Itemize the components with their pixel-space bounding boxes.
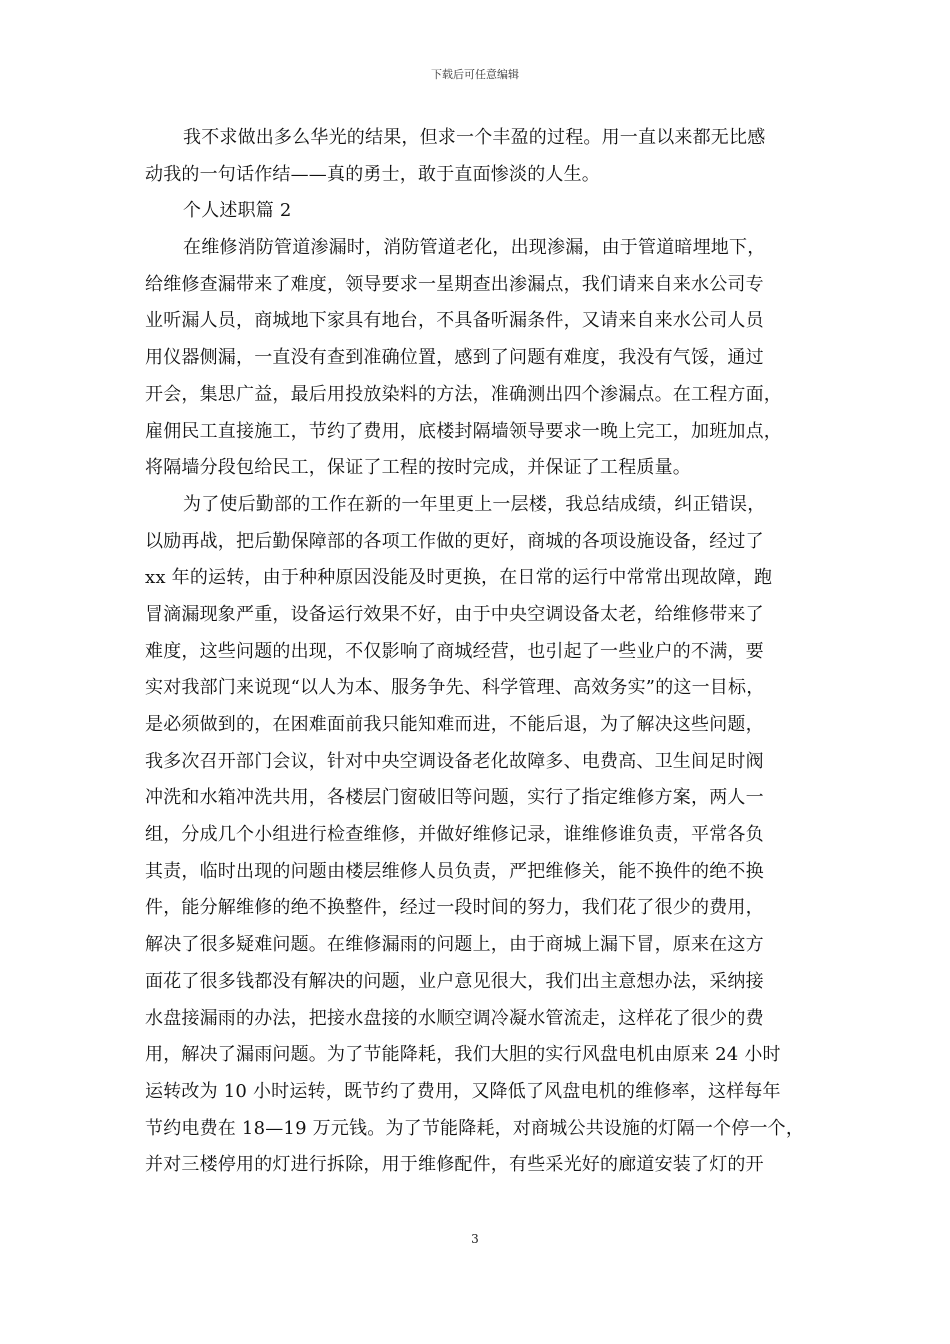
text-line: 用仪器侧漏，一直没有查到准确位置，感到了问题有难度，我没有气馁，通过 <box>145 347 764 369</box>
text-line: 解决了很多疑难问题。在维修漏雨的问题上，由于商城上漏下冒，原来在这方 <box>145 934 764 956</box>
text-line: 为了使后勤部的工作在新的一年里更上一层楼，我总结成绩，纠正错误， <box>183 493 766 515</box>
text-line: 运转改为 10 小时运转，既节约了费用，又降低了风盘电机的维修率，这样每年 <box>145 1080 781 1102</box>
text-line: 雇佣民工直接施工，节约了费用，底楼封隔墙领导要求一晚上完工，加班加点， <box>145 420 782 442</box>
text-line: 个人述职篇 2 <box>183 200 292 222</box>
text-line: 面花了很多钱都没有解决的问题，业户意见很大，我们出主意想办法，采纳接 <box>145 970 764 992</box>
text-line: 动我的一句话作结——真的勇士，敢于直面惨淡的人生。 <box>145 163 600 185</box>
page-number: 3 <box>471 1232 479 1246</box>
text-line: 冲洗和水箱冲洗共用，各楼层门窗破旧等问题，实行了指定维修方案，两人一 <box>145 787 764 809</box>
text-line: xx 年的运转，由于种种原因没能及时更换，在日常的运行中常常出现故障，跑 <box>145 567 773 589</box>
text-line: 我不求做出多么华光的结果，但求一个丰盈的过程。用一直以来都无比感 <box>183 127 766 148</box>
text-line: 水盘接漏雨的办法，把接水盘接的水顺空调冷凝水管流走，这样花了很少的费 <box>145 1007 764 1029</box>
text-line: 以励再战，把后勤保障部的各项工作做的更好，商城的各项设施设备，经过了 <box>145 530 764 552</box>
text-line: 开会，集思广益，最后用投放染料的方法，准确测出四个渗漏点。在工程方面， <box>145 383 782 405</box>
text-line: 其责，临时出现的问题由楼层维修人员负责，严把维修关，能不换件的绝不换 <box>145 860 764 882</box>
text-line: 难度，这些问题的出现，不仅影响了商城经营，也引起了一些业户的不满，要 <box>145 640 764 662</box>
text-line: 用，解决了漏雨问题。为了节能降耗，我们大胆的实行风盘电机由原来 24 小时 <box>145 1044 781 1066</box>
text-line: 冒滴漏现象严重，设备运行效果不好，由于中央空调设备太老，给维修带来了 <box>145 603 764 625</box>
text-line: 节约电费在 18—19 万元钱。为了节能降耗，对商城公共设施的灯隔一个停一个， <box>145 1117 805 1139</box>
text-line: 给维修查漏带来了难度，领导要求一星期查出渗漏点，我们请来自来水公司专 <box>145 273 764 295</box>
text-line: 件，能分解维修的绝不换整件，经过一段时间的努力，我们花了很少的费用， <box>145 897 764 919</box>
text-line: 在维修消防管道渗漏时，消防管道老化，出现渗漏，由于管道暗埋地下， <box>183 237 766 259</box>
text-line: 组，分成几个小组进行检查维修，并做好维修记录，谁维修谁负责，平常各负 <box>145 824 764 846</box>
page-header: 下载后可任意编辑 <box>431 68 519 81</box>
text-line: 并对三楼停用的灯进行拆除，用于维修配件，有些采光好的廊道安装了灯的开 <box>145 1154 764 1176</box>
text-line: 将隔墙分段包给民工，保证了工程的按时完成，并保证了工程质量。 <box>145 457 691 479</box>
text-line: 实对我部门来说现“以人为本、服务争先、科学管理、高效务实”的这一目标， <box>145 677 765 699</box>
text-line: 我多次召开部门会议，针对中央空调设备老化故障多、电费高、卫生间足时阀 <box>145 750 764 772</box>
text-line: 业听漏人员，商城地下家具有地台，不具备听漏条件，又请来自来水公司人员 <box>145 310 764 332</box>
text-line: 是必须做到的，在困难面前我只能知难而进，不能后退，为了解决这些问题， <box>145 714 764 735</box>
body-text <box>145 120 825 1184</box>
